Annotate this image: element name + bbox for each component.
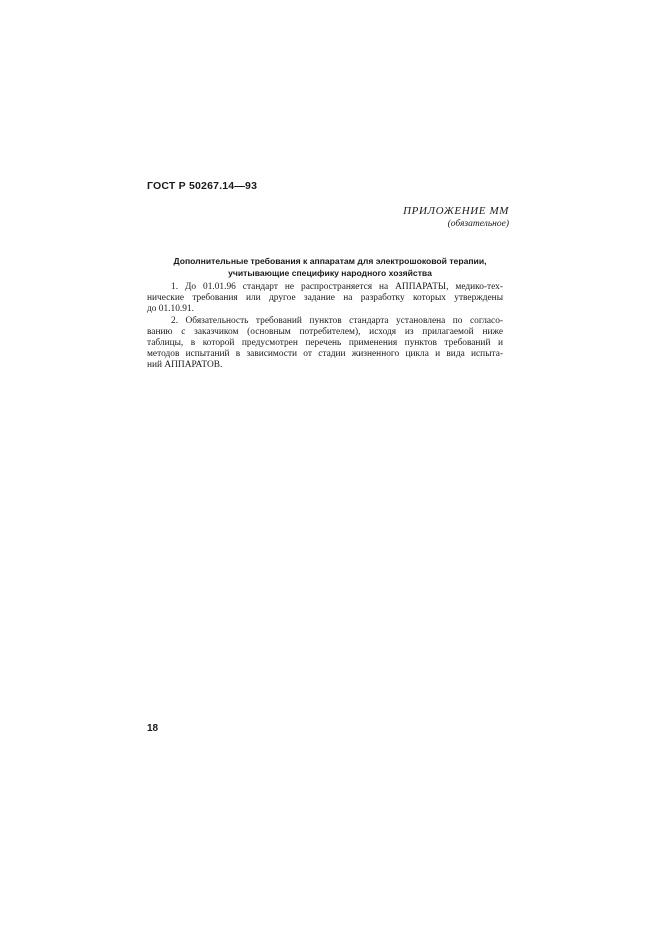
standard-code: ГОСТ Р 50267.14—93: [147, 180, 258, 192]
text-line: методов испытаний в зависимости от стадии жизненного цикла и вида испыта-: [147, 349, 503, 360]
text-line: 2. Обязательность требований пунктов стандарта установлена по согласо-: [171, 315, 503, 326]
appendix-block: [403, 205, 509, 229]
text-line: нические требования или другое задание на разработку которых утверждены: [147, 293, 503, 304]
body-text: [147, 282, 503, 372]
appendix-title: ПРИЛОЖЕНИЕ ММ: [403, 205, 509, 217]
text-line: до 01.10.91.: [147, 304, 194, 315]
heading-line: Дополнительные требования к аппаратам для электрошоковой терапии,: [173, 256, 487, 266]
text-line: 1. До 01.01.96 стандарт не распространяется на АППАРАТЫ, медико-тех-: [171, 282, 503, 292]
section-heading: [140, 256, 520, 279]
text-line: таблицы, в которой предусмотрен перечень применения пунктов требований и: [147, 338, 503, 349]
paragraph-2: [147, 316, 503, 372]
page-number: 18: [147, 723, 159, 734]
paragraph-1: [147, 282, 503, 316]
text-line: ний АППАРАТОВ.: [147, 360, 223, 371]
text-line: ванию с заказчиком (основным потребителем), исходя из прилагаемой ниже: [147, 326, 503, 337]
appendix-subtitle: (обязательное): [447, 219, 509, 229]
heading-line: учитывающие специфику народного хозяйства: [228, 267, 432, 278]
